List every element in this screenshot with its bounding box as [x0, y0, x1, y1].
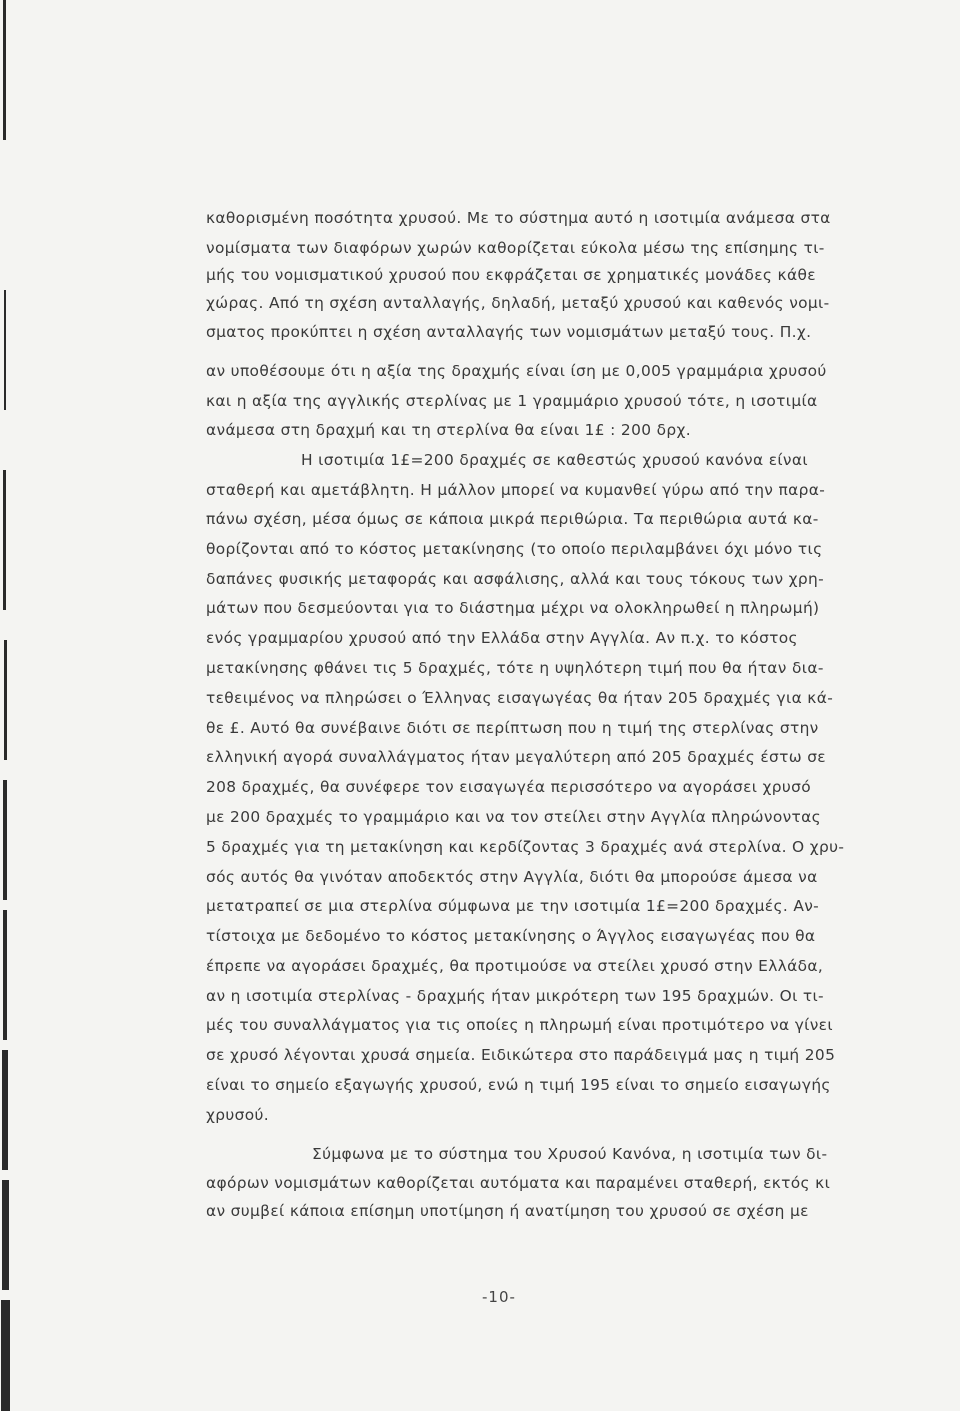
text-line: αφόρων νομισμάτων καθορίζεται αυτόματα και παραμένει σταθερή, εκτός κι	[206, 1174, 831, 1192]
text-line: ενός γραμμαρίου χρυσού από την Ελλάδα στην Αγγλία. Αν π.χ. το κόστος	[206, 629, 798, 647]
text-line: πάνω σχέση, μέσα όμως σε κάποια μικρά περιθώρια. Τα περιθώρια αυτά κα-	[206, 510, 819, 528]
text-line: χρυσού.	[206, 1106, 269, 1124]
text-line: με 200 δραχμές το γραμμάριο και να τον στείλει στην Αγγλία πληρώνοντας	[206, 808, 822, 826]
text-line: σε χρυσό λέγονται χρυσά σημεία. Ειδικώτερα στο παράδειγμά μας η τιμή 205	[206, 1046, 836, 1064]
text-line: αν συμβεί κάποια επίσημη υποτίμηση ή ανατίμηση του χρυσού σε σχέση με	[206, 1202, 809, 1220]
text-line: δαπάνες φυσικής μεταφοράς και ασφάλισης, αλλά και τους τόκους των χρη-	[206, 570, 825, 588]
text-line: μετακίνησης φθάνει τις 5 δραχμές, τότε η υψηλότερη τιμή που θα ήταν δια-	[206, 659, 824, 677]
text-line: είναι το σημείο εξαγωγής χρυσού, ενώ η τιμή 195 είναι το σημείο εισαγωγής	[206, 1076, 831, 1094]
text-line: μής του νομισματικού χρυσού που εκφράζεται σε χρηματικές μονάδες κάθε	[206, 266, 816, 284]
binding-edge	[0, 0, 14, 1411]
text-line: μετατραπεί σε μια στερλίνα σύμφωνα με την ισοτιμία 1£=200 δραχμές. Αν-	[206, 897, 820, 915]
text-line: 208 δραχμές, θα συνέφερε τον εισαγωγέα περισσότερο να αγοράσει χρυσό	[206, 778, 812, 796]
text-line: χώρας. Από τη σχέση ανταλλαγής, δηλαδή, μεταξύ χρυσού και καθενός νομι-	[206, 294, 830, 312]
text-line: αν υποθέσουμε ότι η αξία της δραχμής είναι ίση με 0,005 γραμμάρια χρυσού	[206, 362, 827, 380]
text-line: Σύμφωνα με το σύστημα του Χρυσού Κανόνα, η ισοτιμία των δι-	[312, 1145, 828, 1163]
text-line: Η ισοτιμία 1£=200 δραχμές σε καθεστώς χρυσού κανόνα είναι	[301, 451, 808, 469]
text-line: καθορισμένη ποσότητα χρυσού. Με το σύστημα αυτό η ισοτιμία ανάμεσα στα	[206, 209, 831, 227]
text-line: σματος προκύπτει η σχέση ανταλλαγής των νομισμάτων μεταξύ τους. Π.χ.	[206, 323, 812, 341]
text-line: μές του συναλλάγματος για τις οποίες η πληρωμή είναι προτιμότερο να γίνει	[206, 1016, 833, 1034]
text-line: θορίζονται από το κόστος μετακίνησης (το οποίο περιλαμβάνει όχι μόνο τις	[206, 540, 823, 558]
text-line: τίστοιχα με δεδομένο το κόστος μετακίνησης ο Άγγλος εισαγωγέας που θα	[206, 927, 816, 945]
text-line: σός αυτός θα γινόταν αποδεκτός στην Αγγλία, διότι θα μπορούσε άμεσα να	[206, 868, 818, 886]
page-number: -10-	[482, 1288, 516, 1306]
text-line: 5 δραχμές για τη μετακίνηση και κερδίζοντας 3 δραχμές ανά στερλίνα. Ο χρυ-	[206, 838, 845, 856]
text-line: τεθειμένος να πληρώσει ο Έλληνας εισαγωγέας θα ήταν 205 δραχμές για κά-	[206, 689, 834, 707]
text-line: μάτων που δεσμεύονται για το διάστημα μέχρι να ολοκληρωθεί η πληρωμή)	[206, 599, 820, 617]
text-line: και η αξία της αγγλικής στερλίνας με 1 γραμμάριο χρυσού τότε, η ισοτιμία	[206, 392, 818, 410]
text-line: θε £. Αυτό θα συνέβαινε διότι σε περίπτωση που η τιμή της στερλίνας στην	[206, 719, 819, 737]
text-line: σταθερή και αμετάβλητη. Η μάλλον μπορεί να κυμανθεί γύρω από την παρα-	[206, 481, 826, 499]
text-line: έπρεπε να αγοράσει δραχμές, θα προτιμούσε να στείλει χρυσό στην Ελλάδα,	[206, 957, 824, 975]
text-line: αν η ισοτιμία στερλίνας - δραχμής ήταν μικρότερη των 195 δραχμών. Οι τι-	[206, 987, 824, 1005]
text-line: ελληνική αγορά συναλλάγματος ήταν μεγαλύτερη από 205 δραχμές έστω σε	[206, 748, 826, 766]
text-line: ανάμεσα στη δραχμή και τη στερλίνα θα είναι 1£ : 200 δρχ.	[206, 421, 691, 439]
text-line: νομίσματα των διαφόρων χωρών καθορίζεται εύκολα μέσω της επίσημης τι-	[206, 239, 825, 257]
